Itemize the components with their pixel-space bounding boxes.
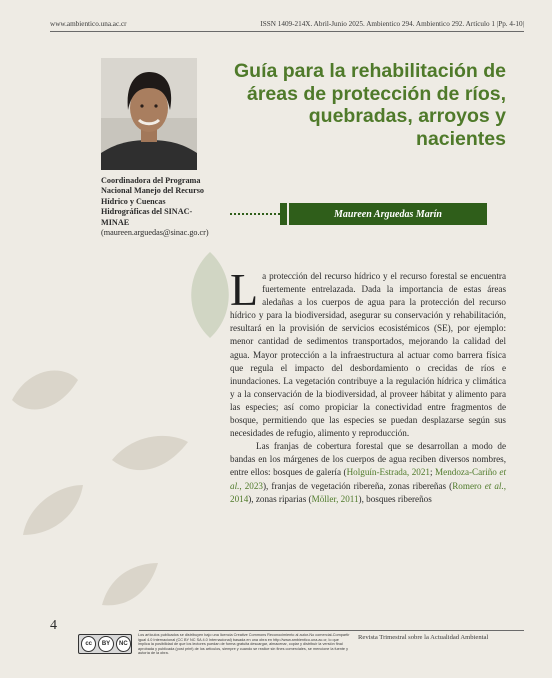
paragraph-2-text-b: ), franjas de vegetación ribereña, zonas ribereñas (	[263, 480, 453, 491]
page-header	[0, 0, 552, 36]
author-photo	[101, 58, 197, 170]
citation-etal: et al.	[484, 480, 504, 491]
author-caption-role: Coordinadora del Programa Nacional Manejo del Recurso Hídrico y Cuencas Hidrográficas del SINAC-MINAE	[101, 176, 205, 227]
paragraph-1-text: a protección del recurso hídrico y el recurso forestal se encuentra fuertemente entrelazada. Dada la importancia de estas áreas aledañas a los cuerpos de agua para la protección del recurso hídrico y para la biodiversidad, asegurar su conservación y rehabilitación, resultará en la provisión de servicios ecosistémicos (SE), por ejemplo: menor cantidad de sedimentos transportados, mejorando la calidad del agua. Mayor protección a la infraestructura al actuar como barrera física que regula el impacto del desbordamiento o crecidas de ríos e inundaciones. La vegetación contribuye a la regulación hídrica y climática y a la conservación de la biodiversidad, al proveer hábitat y alimento para las especies; así como propiciar la conectividad entre fragmentos de bosque, permitiendo que las especies se puedan desplazarse según sus necesidades de refugio, alimento y reproducción.	[230, 271, 506, 439]
header-site: www.ambientico.una.ac.cr	[50, 20, 127, 28]
author-name: Maureen Arguedas Marín	[289, 203, 487, 225]
author-bar-accent	[280, 203, 287, 225]
background-leaf-icon	[110, 430, 190, 480]
citation-author: Mendoza-Cariño	[435, 467, 500, 478]
citation-year: , 2014	[230, 480, 507, 504]
paragraph-1	[230, 264, 506, 440]
background-leaf-icon	[18, 480, 88, 540]
citation-link[interactable]: Möller, 2011	[311, 493, 359, 504]
background-leaf-icon	[10, 360, 80, 420]
dropcap: L	[230, 264, 259, 315]
citation-year: , 2023	[239, 480, 263, 491]
paragraph-2-text-a: Las franjas de cobertura forestal que se desarrollan a modo de bandas en los márgenes de los cuerpos de agua reciben diversos nombres, entre ellos: bosques de galería (	[230, 441, 506, 478]
author-bar-dots	[230, 213, 280, 215]
author-caption	[101, 176, 211, 238]
nc-icon: NC	[116, 636, 131, 652]
cc-icon: cc	[81, 636, 96, 652]
background-leaf-icon	[100, 560, 160, 610]
cc-license-badge[interactable]	[78, 634, 132, 654]
page-number: 4	[50, 618, 57, 633]
paragraph-2-text-c: ), zonas riparias (	[248, 493, 312, 504]
paragraph-2	[230, 440, 506, 505]
citation-etal: et al.	[230, 467, 507, 491]
article-title: Guía para la rehabilitación de áreas de protección de ríos, quebradas, arroyos y nacientes	[233, 60, 506, 150]
header-issn: ISSN 1409-214X. Abril-Junio 2025. Ambientico 294. Ambientico 292. Artículo 1 |Pp. 4-10|	[260, 20, 524, 28]
license-text: Los artículos publicados se distribuyen bajo una licencia Creative Commons Reconocimiento al autor-No comercial-Compartir igual 4.0 Internacional (CC BY NC SA 4.0 Internacional) basada en una obra en http://www.ambientico.una.ac.cr, lo que implica la posibilidad de que los lectores puedan de forma gratuita descargar, almacenar, copiar y distribuir la versión final aprobada y publicada (post print) de los artículos, siempre y cuando se realice sin fines comerciales, se mencione la fuente y autoría de la obra.	[138, 633, 350, 656]
header-rule	[50, 31, 524, 32]
journal-name: Revista Trimestral sobre la Actualidad Ambiental	[358, 634, 489, 641]
paragraph-2-text-d: ), bosques ribereños	[358, 493, 432, 504]
footer-rule	[139, 630, 524, 631]
by-icon: BY	[98, 636, 113, 652]
article-body	[230, 264, 507, 506]
author-caption-email: (maureen.arguedas@sinac.go.cr)	[101, 228, 209, 238]
citation-link[interactable]: Holguín-Estrada, 2021	[346, 467, 430, 478]
citation-separator: ;	[429, 467, 436, 478]
citation-author: Romero	[452, 480, 485, 491]
